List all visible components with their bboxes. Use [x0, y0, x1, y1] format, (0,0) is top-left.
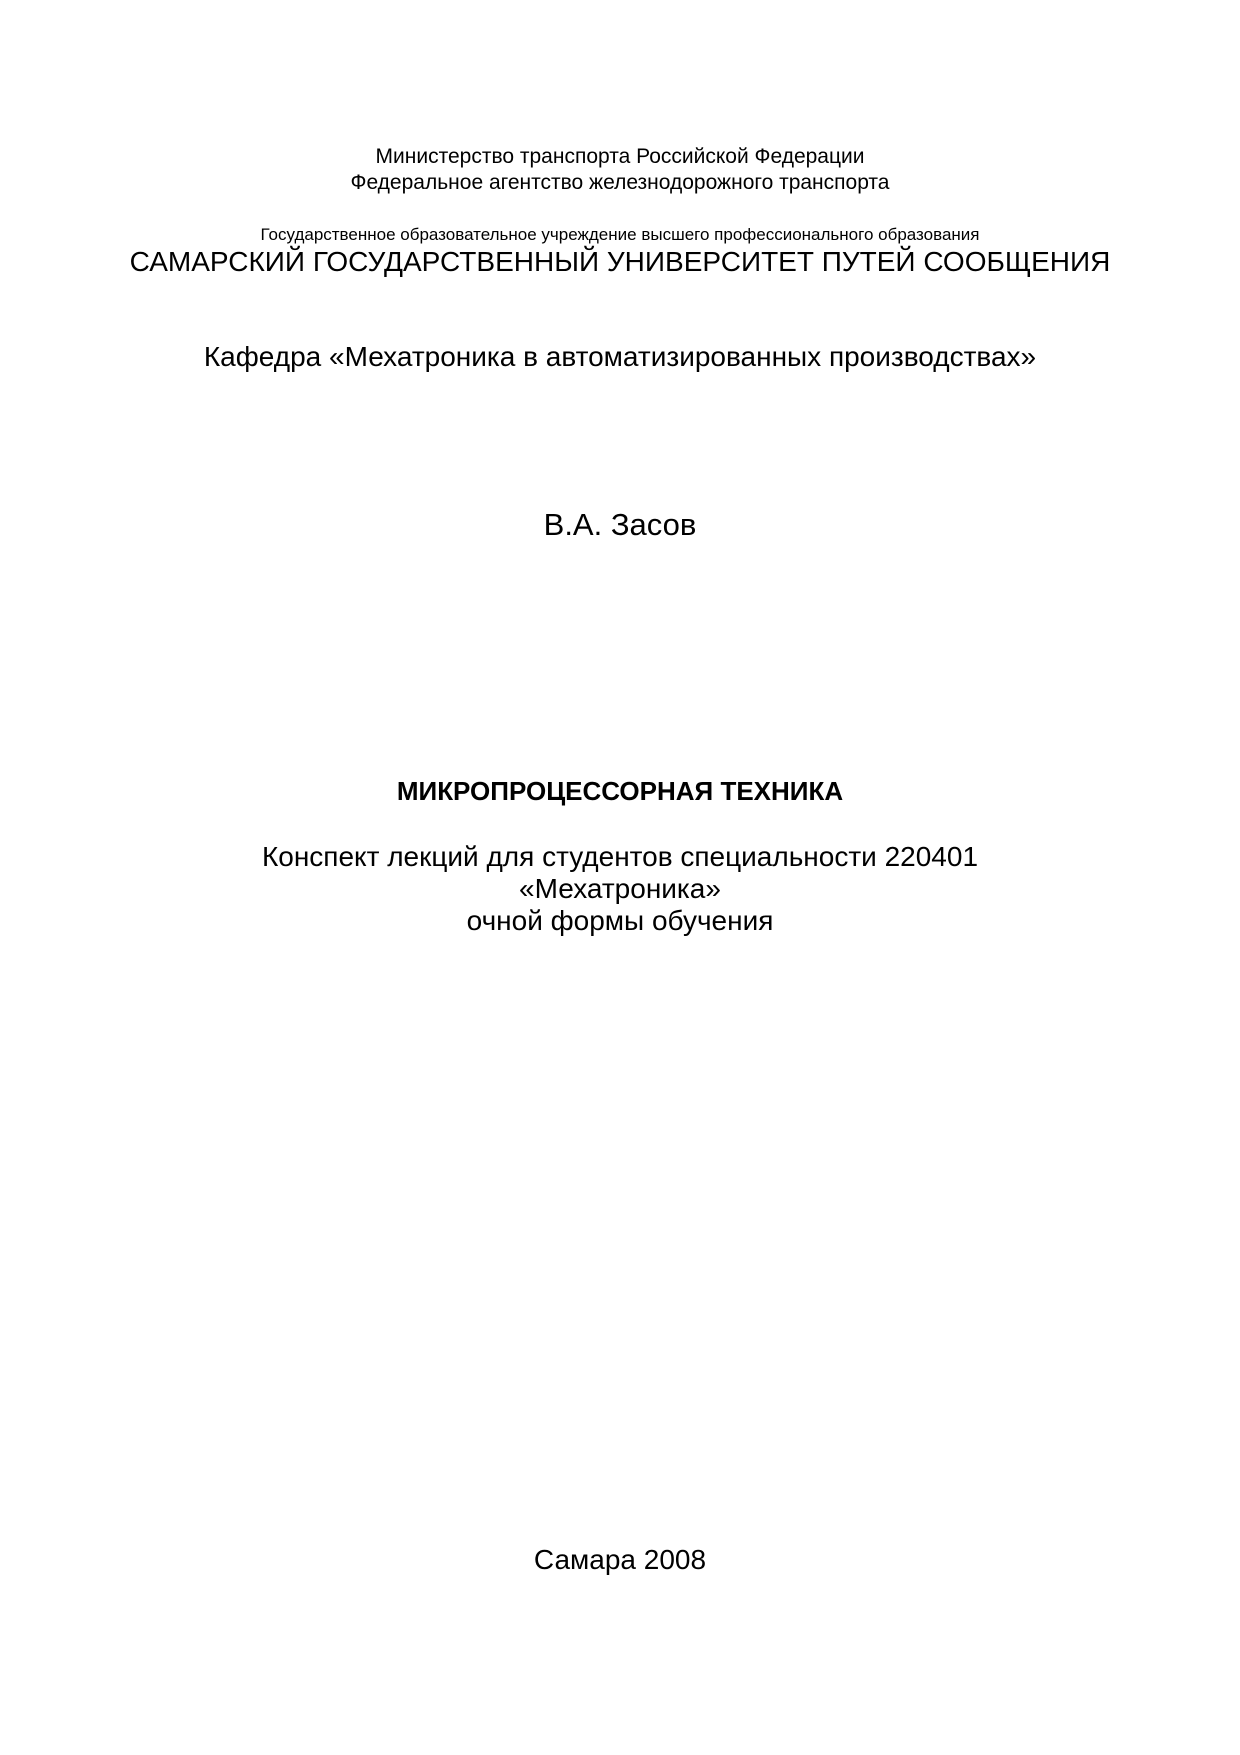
department-name: Кафедра «Мехатроника в автоматизированных производствах»: [203, 341, 1037, 372]
subtitle-line-3: очной формы обучения: [466, 905, 774, 936]
subtitle-line-2: «Мехатроника»: [519, 873, 721, 904]
subtitle-line-1: Конспект лекций для студентов специальности 220401: [261, 841, 979, 872]
place-and-year: Самара 2008: [533, 1544, 707, 1575]
university-name: САМАРСКИЙ ГОСУДАРСТВЕННЫЙ УНИВЕРСИТЕТ ПУТЕЙ СООБЩЕНИЯ: [129, 246, 1111, 277]
document-title: МИКРОПРОЦЕССОРНАЯ ТЕХНИКА: [396, 776, 844, 806]
institution-type: Государственное образовательное учреждение высшего профессионального образования: [260, 225, 980, 244]
ministry-name: Министерство транспорта Российской Федерации: [375, 145, 865, 168]
author-name: В.А. Засов: [543, 507, 697, 542]
agency-name: Федеральное агентство железнодорожного транспорта: [350, 171, 890, 194]
